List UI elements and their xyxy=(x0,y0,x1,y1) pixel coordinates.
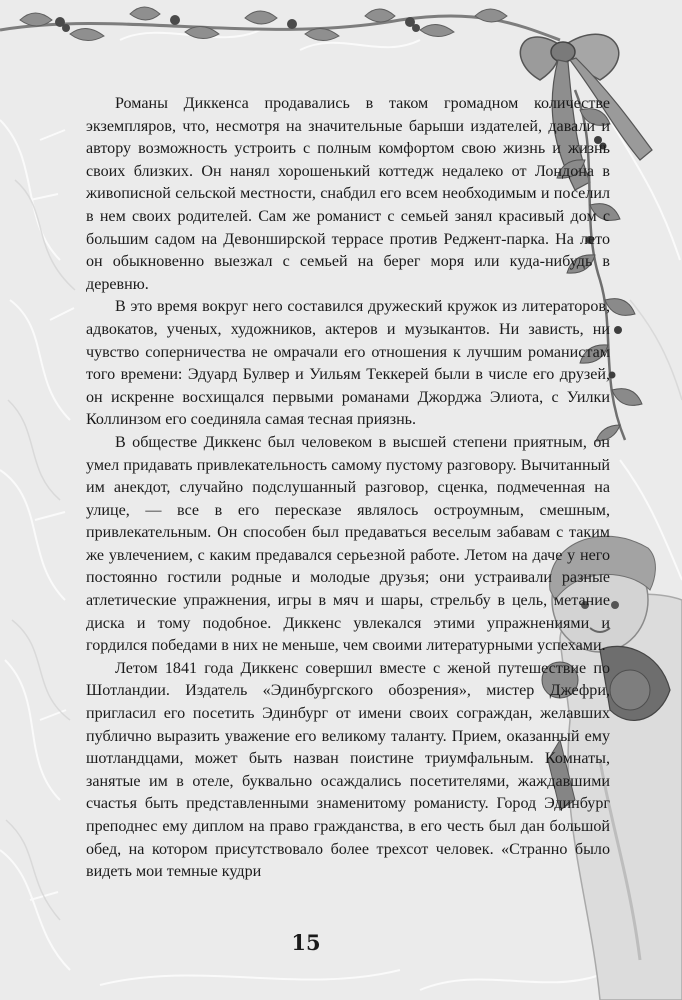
paragraph-2: В это время вокруг него составился дружеский кружок из литераторов, адвокатов, ученых, художников, актеров и музыкантов. Ни зависть, ни чувство соперничества не омрачали его отношения к лучшим романистам того времени: Эдуард Булвер и Уильям Теккерей были в числе его друзей, он искренне восхищался первыми романами Джорджа Элиота, с Уилки Коллинзом его соединяла самая тесная приязнь. xyxy=(86,298,610,429)
paragraph-4: Летом 1841 года Диккенс совершил вместе с женой путешествие по Шотландии. Издатель «Эдинбургского обозрения», мистер Джефри, пригласил его посетить Эдинбург от имени своих сограждан, желавших публично выразить уважение его великому таланту. Прием, оказанный ему шотландцами, может быть назван поистине триумфальным. Комнаты, занятые им в отеле, буквально осаждались посетителями, жаждавшими счастья быть представленными знаменитому романисту. Город Эдинбург преподнес ему диплом на право гражданства, в его честь был дан большой обед, на котором присутствовало более трехсот человек. «Странно было видеть мои темные кудри xyxy=(86,659,610,881)
body-text xyxy=(86,93,610,884)
holly-garland xyxy=(0,7,560,41)
paragraph-1: Романы Диккенса продавались в таком громадном количестве экземпляров, что, несмотря на значительные барыши издателей, давали и автору возможность устроить с полным комфортом свою жизнь и жизнь своих близких. Он нанял хорошенький коттедж недалеко от Лондона в живописной сельской местности, снабдил его всем необходимым и поселил в нем своих родителей. Сам же романист с семьей занял красивый дом с большим садом на Девонширской террасе против Реджент-парка. На лето он обыкновенно выезжал с семьей на берег моря или куда-нибудь в деревню. xyxy=(86,95,610,293)
paragraph-3: В обществе Диккенс был человеком в высшей степени приятным, он умел придавать привлекательность самому пустому разговору. Вычитанный им анекдот, случайно подслушанный разговор, сценка, подмеченная на улице, — все в его пересказе являлось остроумным, смешным, привлекательным. Он способен был предаваться веселым забавам с таким же увлечением, с каким предавался серьезной работе. Летом на даче у него постоянно гостили родные и молодые друзья; они устраивали разные атлетические упражнения, игры в мяч и шары, стрельбу в цель, метание диска и тому подобное. Диккенс увлекался этими упражнениями и гордился победами в них не меньше, чем своими литературными успехами. xyxy=(86,433,610,655)
page-number: 15 xyxy=(291,930,321,955)
